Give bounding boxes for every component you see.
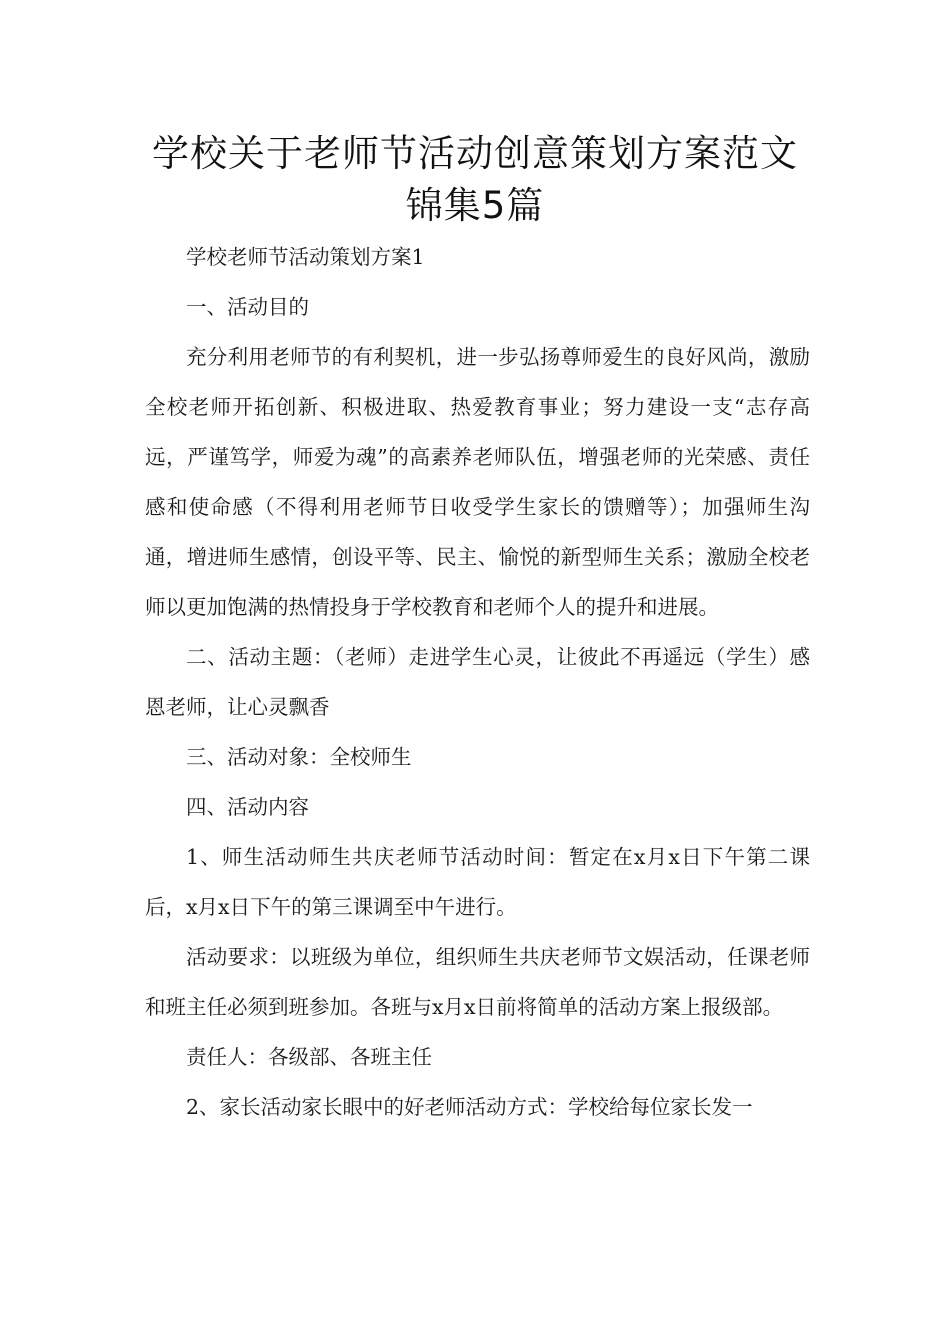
section-heading: 学校老师节活动策划方案1 bbox=[186, 245, 425, 269]
paragraph-theme: 二、活动主题：（老师）走进学生心灵，让彼此不再遥远（学生）感恩老师，让心灵飘香 bbox=[145, 645, 810, 719]
paragraph-activity-1: 1、师生活动师生共庆老师节活动时间：暂定在x月x日下午第二课后，x月x日下午的第三课调至中午进行。 bbox=[145, 845, 810, 919]
subheading-purpose: 一、活动目的 bbox=[186, 295, 309, 319]
title-line-1: 学校关于老师节活动创意策划方案范文 bbox=[152, 132, 798, 175]
paragraph-requirements: 活动要求：以班级为单位，组织师生共庆老师节文娱活动，任课老师和班主任必须到班参加。各班与x月x日前将简单的活动方案上报级部。 bbox=[145, 945, 810, 1019]
paragraph-activity-2: 2、家长活动家长眼中的好老师活动方式：学校给每位家长发一 bbox=[186, 1095, 753, 1119]
document-title bbox=[100, 128, 850, 232]
subheading-content: 四、活动内容 bbox=[186, 795, 309, 819]
paragraph-audience: 三、活动对象：全校师生 bbox=[186, 745, 412, 769]
document-body bbox=[145, 232, 810, 1132]
title-line-2: 锦集5篇 bbox=[405, 184, 545, 227]
paragraph-responsible: 责任人：各级部、各班主任 bbox=[186, 1045, 432, 1069]
paragraph-purpose: 充分利用老师节的有利契机，进一步弘扬尊师爱生的良好风尚，激励全校老师开拓创新、积极进取、热爱教育事业；努力建设一支“志存高远，严谨笃学，师爱为魂”的高素养老师队伍，增强老师的光荣感、责任感和使命感（不得利用老师节日收受学生家长的馈赠等）；加强师生沟通，增进师生感情，创设平等、民主、愉悦的新型师生关系；激励全校老师以更加饱满的热情投身于学校教育和老师个人的提升和进展。 bbox=[145, 345, 810, 619]
